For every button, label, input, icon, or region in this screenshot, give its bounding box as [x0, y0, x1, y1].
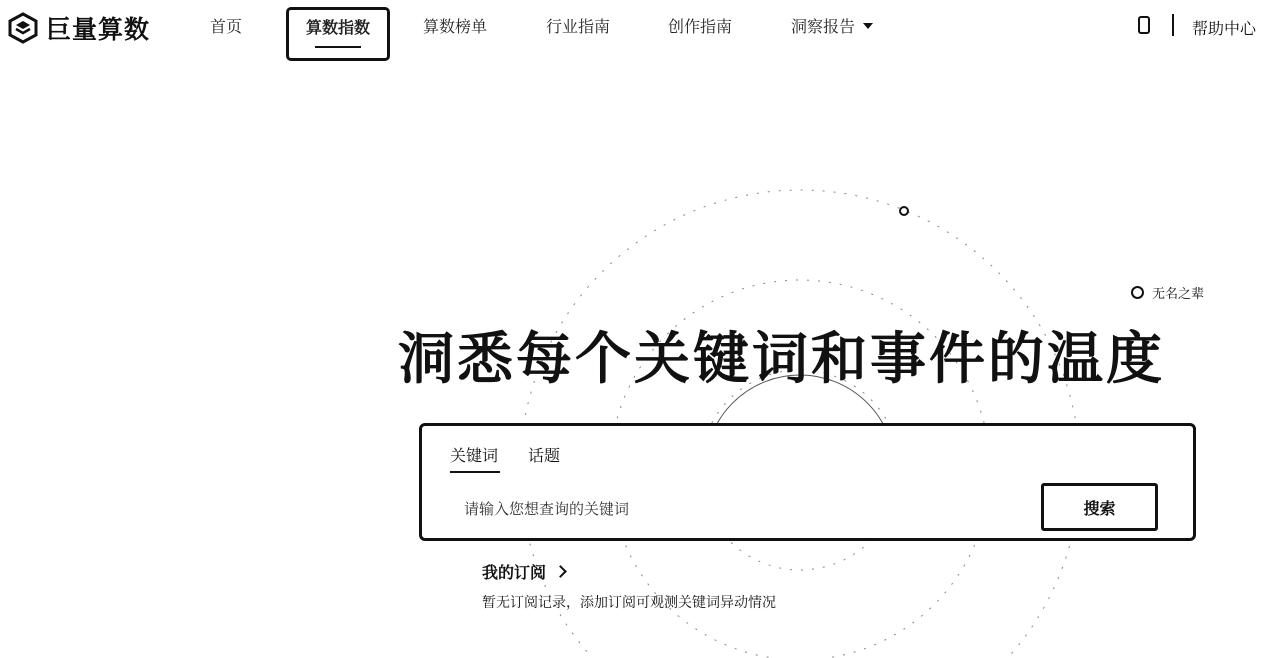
brand-logo[interactable]	[6, 10, 150, 46]
nav-industry-guide[interactable]: 行业指南	[546, 17, 611, 36]
nav-insight-reports[interactable]	[791, 14, 873, 37]
my-subscriptions-link[interactable]	[482, 560, 565, 583]
author-dot-icon	[1131, 286, 1144, 299]
header-divider	[1172, 14, 1174, 36]
keyword-search-input[interactable]	[462, 496, 1026, 522]
brand-name: 巨量算数	[46, 15, 151, 44]
orbit-dot-icon	[900, 207, 908, 215]
author-credit	[1131, 283, 1204, 302]
nav-insight-reports-label: 洞察报告	[791, 17, 856, 36]
nav-index-label: 算数指数	[305, 18, 370, 37]
nav-creation-guide[interactable]: 创作指南	[668, 17, 733, 36]
nav-rankings[interactable]: 算数榜单	[423, 17, 488, 36]
nav-index[interactable]	[286, 7, 390, 61]
hero-headline: 洞悉每个关键词和事件的温度	[398, 327, 1165, 392]
tab-keyword[interactable]: 关键词	[450, 446, 499, 465]
active-tab-indicator	[450, 471, 500, 473]
chevron-right-icon	[554, 565, 567, 578]
search-button[interactable]: 搜索	[1041, 483, 1158, 531]
subscription-empty-message: 暂无订阅记录，添加订阅可观测关键词异动情况	[482, 595, 776, 611]
author-name: 无名之辈	[1152, 287, 1205, 302]
nav-home[interactable]: 首页	[210, 17, 243, 36]
cube-logo-icon	[6, 11, 40, 45]
search-panel	[419, 423, 1196, 541]
help-center-link[interactable]: 帮助中心	[1192, 19, 1257, 38]
tab-topic[interactable]: 话题	[528, 446, 561, 465]
top-navigation-bar	[0, 0, 1280, 56]
nav-active-indicator	[315, 46, 361, 48]
my-subscriptions-label: 我的订阅	[482, 563, 547, 582]
mobile-phone-icon[interactable]	[1138, 16, 1150, 34]
caret-down-icon	[863, 23, 873, 29]
